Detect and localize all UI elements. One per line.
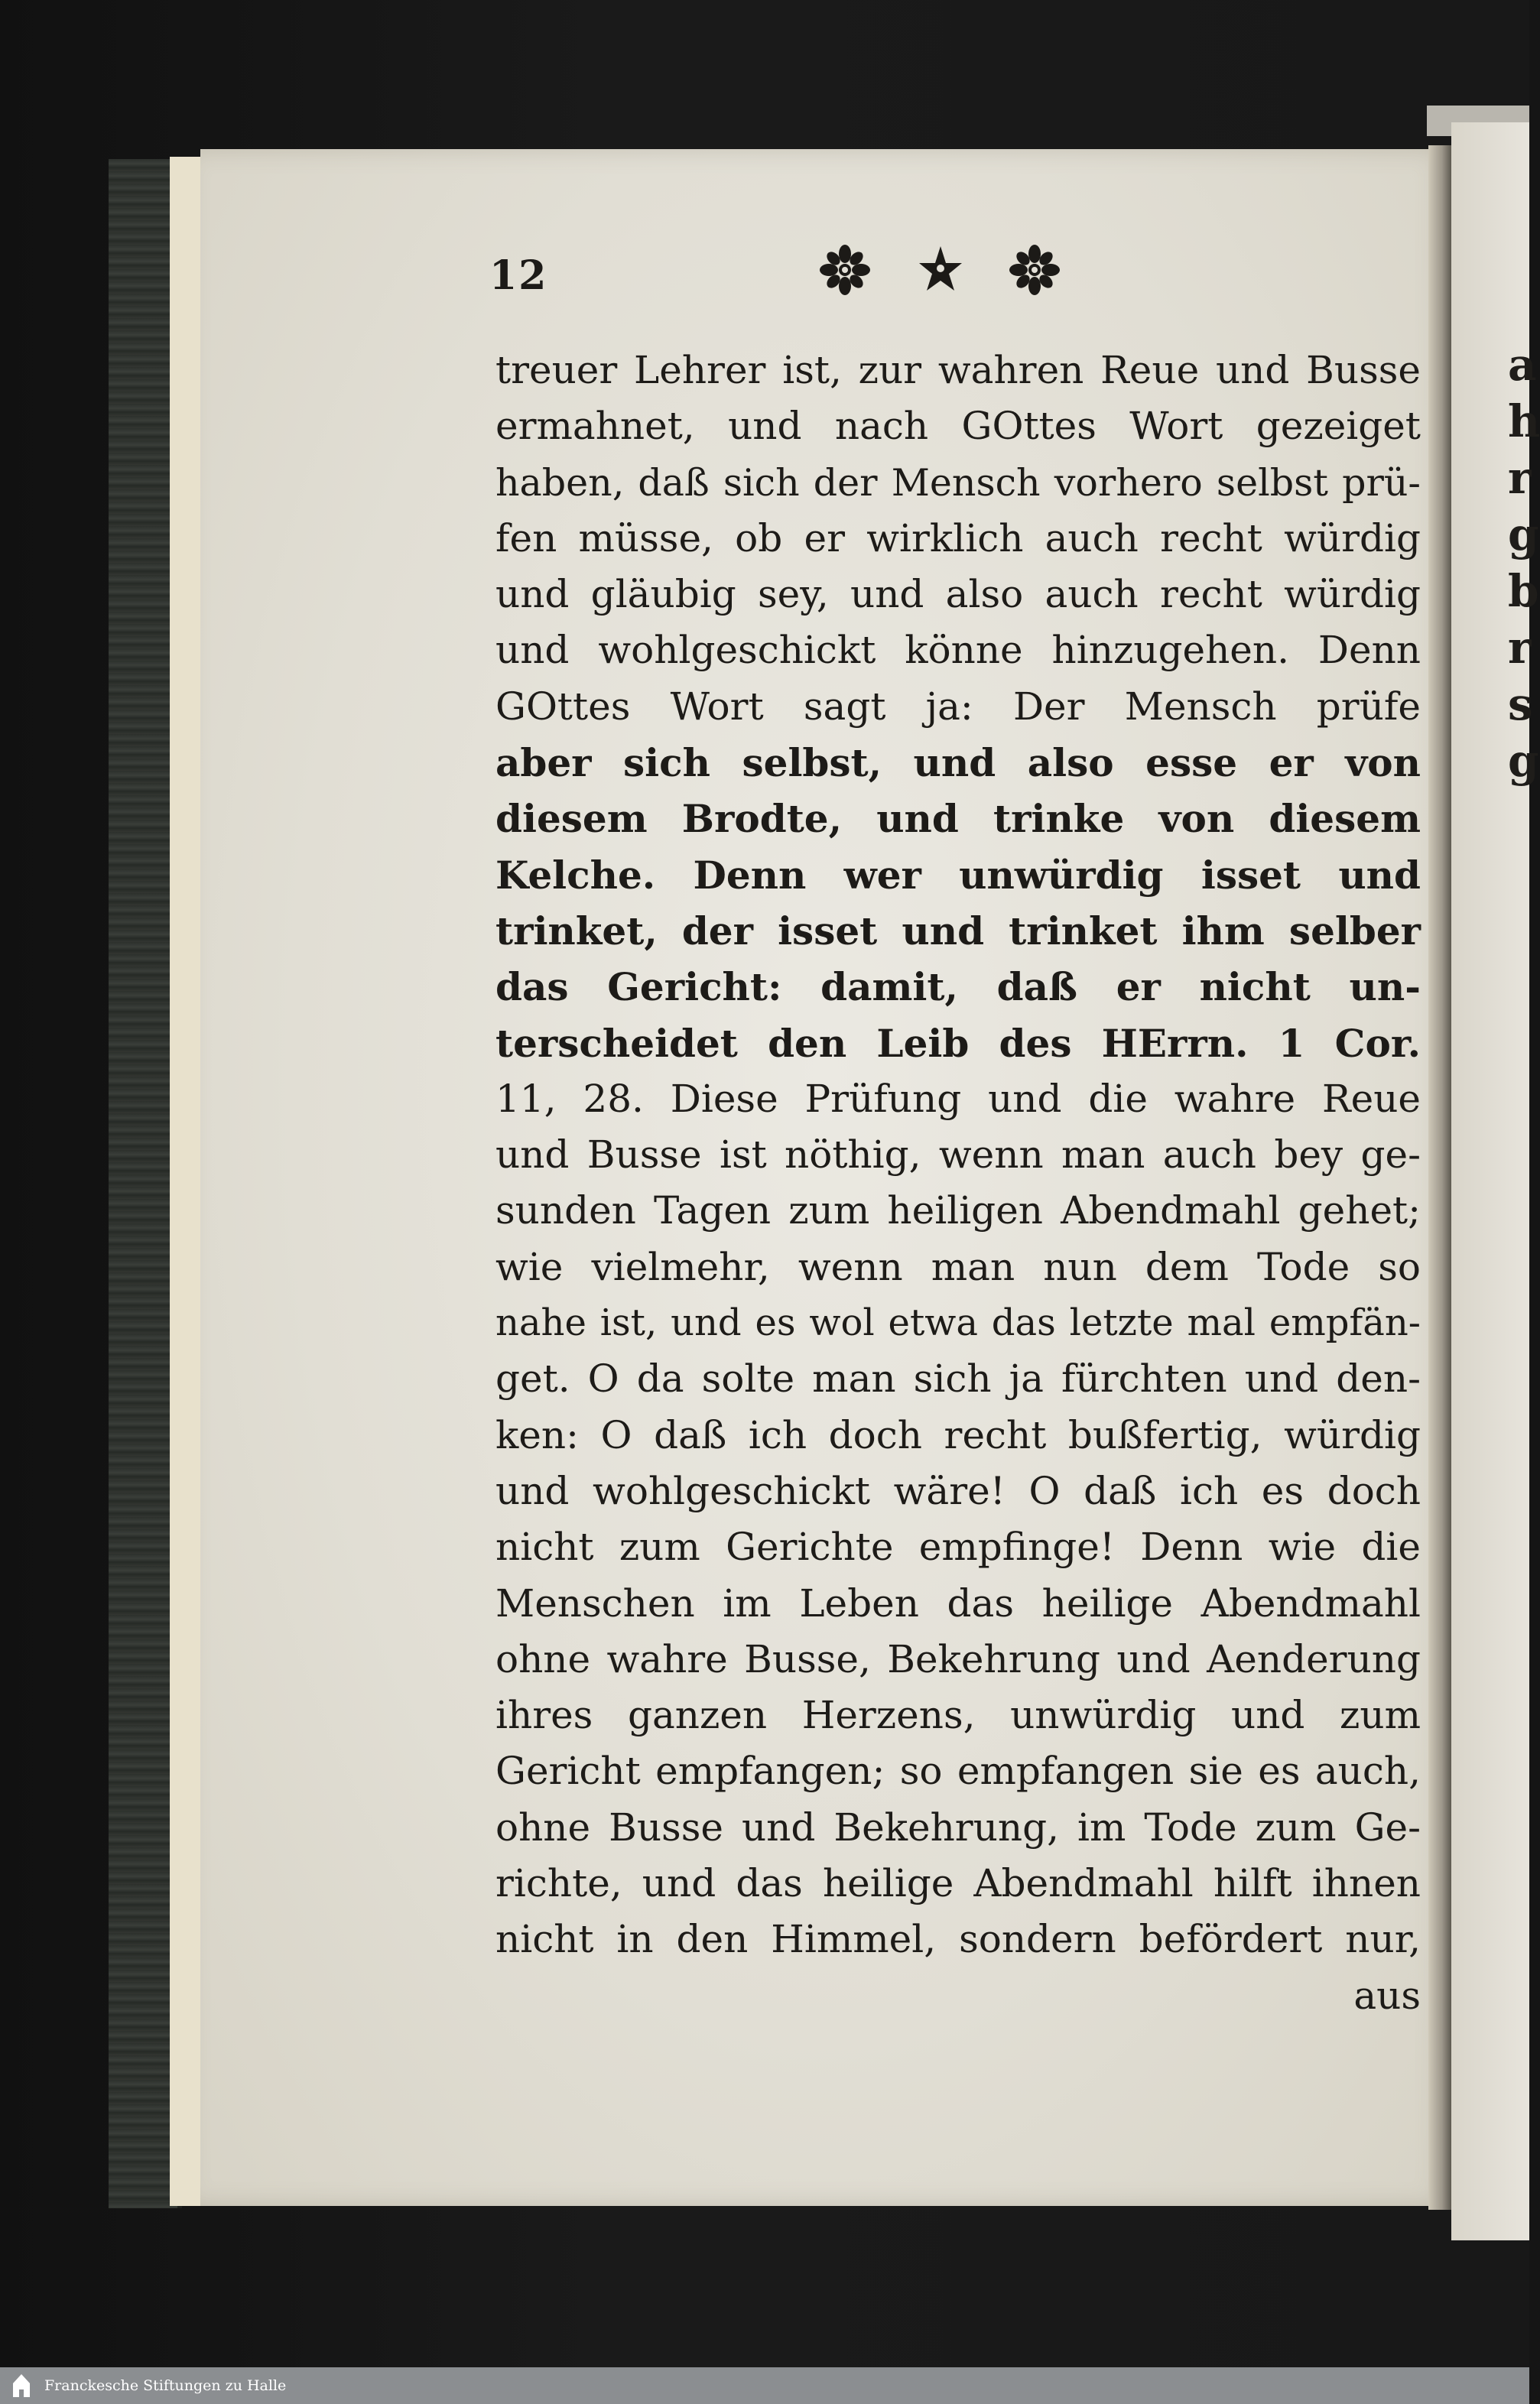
text-line: Gericht empfangen; so empfangen sie es auch,: [495, 1749, 1421, 1794]
text-line: ermahnet, und nach GOttes Wort gezeiget: [495, 404, 1421, 449]
body-text: [495, 343, 1421, 2024]
facing-page-fragment: g: [1508, 508, 1539, 560]
facing-page-fragment: g: [1508, 735, 1539, 787]
facing-page-fragment: b: [1508, 565, 1539, 617]
facing-page-fragment: r: [1508, 452, 1532, 504]
facing-page-fragment: a: [1508, 339, 1537, 391]
text-line: sunden Tagen zum heiligen Abendmahl gehet;: [495, 1188, 1421, 1233]
text-line: haben, daß sich der Mensch vorhero selbst prü-: [495, 460, 1421, 505]
text-line: und wohlgeschickt könne hinzugehen. Denn: [495, 628, 1421, 673]
star-ornament-icon: [918, 243, 963, 297]
text-line: nicht in den Himmel, sondern befördert nur,: [495, 1917, 1421, 1962]
text-line: ihres ganzen Herzens, unwürdig und zum: [495, 1693, 1421, 1738]
text-line: ohne wahre Busse, Bekehrung und Aenderung: [495, 1636, 1421, 1681]
text-line: ohne Busse und Bekehrung, im Tode zum Ge-: [495, 1805, 1421, 1850]
text-line: trinket, der isset und trinket ihm selber: [495, 908, 1421, 953]
text-line: aber sich selbst, und also esse er von: [495, 740, 1421, 786]
facing-page-fragment: h: [1508, 395, 1540, 447]
text-line: 11, 28. Diese Prüfung und die wahre Reue: [495, 1076, 1421, 1121]
text-line: nicht zum Gerichte empfinge! Denn wie die: [495, 1525, 1421, 1570]
text-line: diesem Brodte, und trinke von diesem: [495, 796, 1421, 842]
text-line: wie vielmehr, wenn man nun dem Tode so: [495, 1244, 1421, 1289]
text-line: treuer Lehrer ist, zur wahren Reue und Busse: [495, 348, 1421, 392]
text-line: und wohlgeschickt wäre! O daß ich es doch: [495, 1468, 1421, 1513]
text-line: ken: O daß ich doch recht bußfertig, würdig: [495, 1412, 1421, 1457]
page-gutter: [1428, 145, 1451, 2210]
text-line: richte, und das heilige Abendmahl hilft ihnen: [495, 1861, 1421, 1906]
page-number: 12: [489, 252, 548, 299]
institution-logo-icon: [6, 2370, 37, 2401]
flower-ornament-icon: [1008, 243, 1061, 297]
text-line: und gläubig sey, und also auch recht würdig: [495, 572, 1421, 617]
flower-ornament-icon: [818, 243, 872, 297]
footer-bar: [0, 2367, 1529, 2404]
text-line: Menschen im Leben das heilige Abendmahl: [495, 1580, 1421, 1626]
text-line: und Busse ist nöthig, wenn man auch bey ge-: [495, 1132, 1421, 1178]
institution-name: Franckesche Stiftungen zu Halle: [44, 2377, 287, 2394]
catchword: aus: [1353, 1973, 1421, 2018]
text-line: das Gericht: damit, daß er nicht un-: [495, 964, 1421, 1010]
text-line: get. O da solte man sich ja fürchten und den-: [495, 1356, 1421, 1402]
facing-page-fragment: r: [1508, 622, 1532, 674]
facing-page-fragment: s: [1508, 678, 1533, 730]
text-line: GOttes Wort sagt ja: Der Mensch prüfe: [495, 684, 1421, 729]
text-line: fen müsse, ob er wirklich auch recht würdig: [495, 515, 1421, 560]
text-line: nahe ist, und es wol etwa das letzte mal empfän-: [495, 1301, 1421, 1345]
text-line: terscheidet den Leib des HErrn. 1 Cor.: [495, 1020, 1421, 1066]
facing-page-text-fragments: [1508, 336, 1540, 789]
text-line: Kelche. Denn wer unwürdig isset und: [495, 852, 1421, 898]
